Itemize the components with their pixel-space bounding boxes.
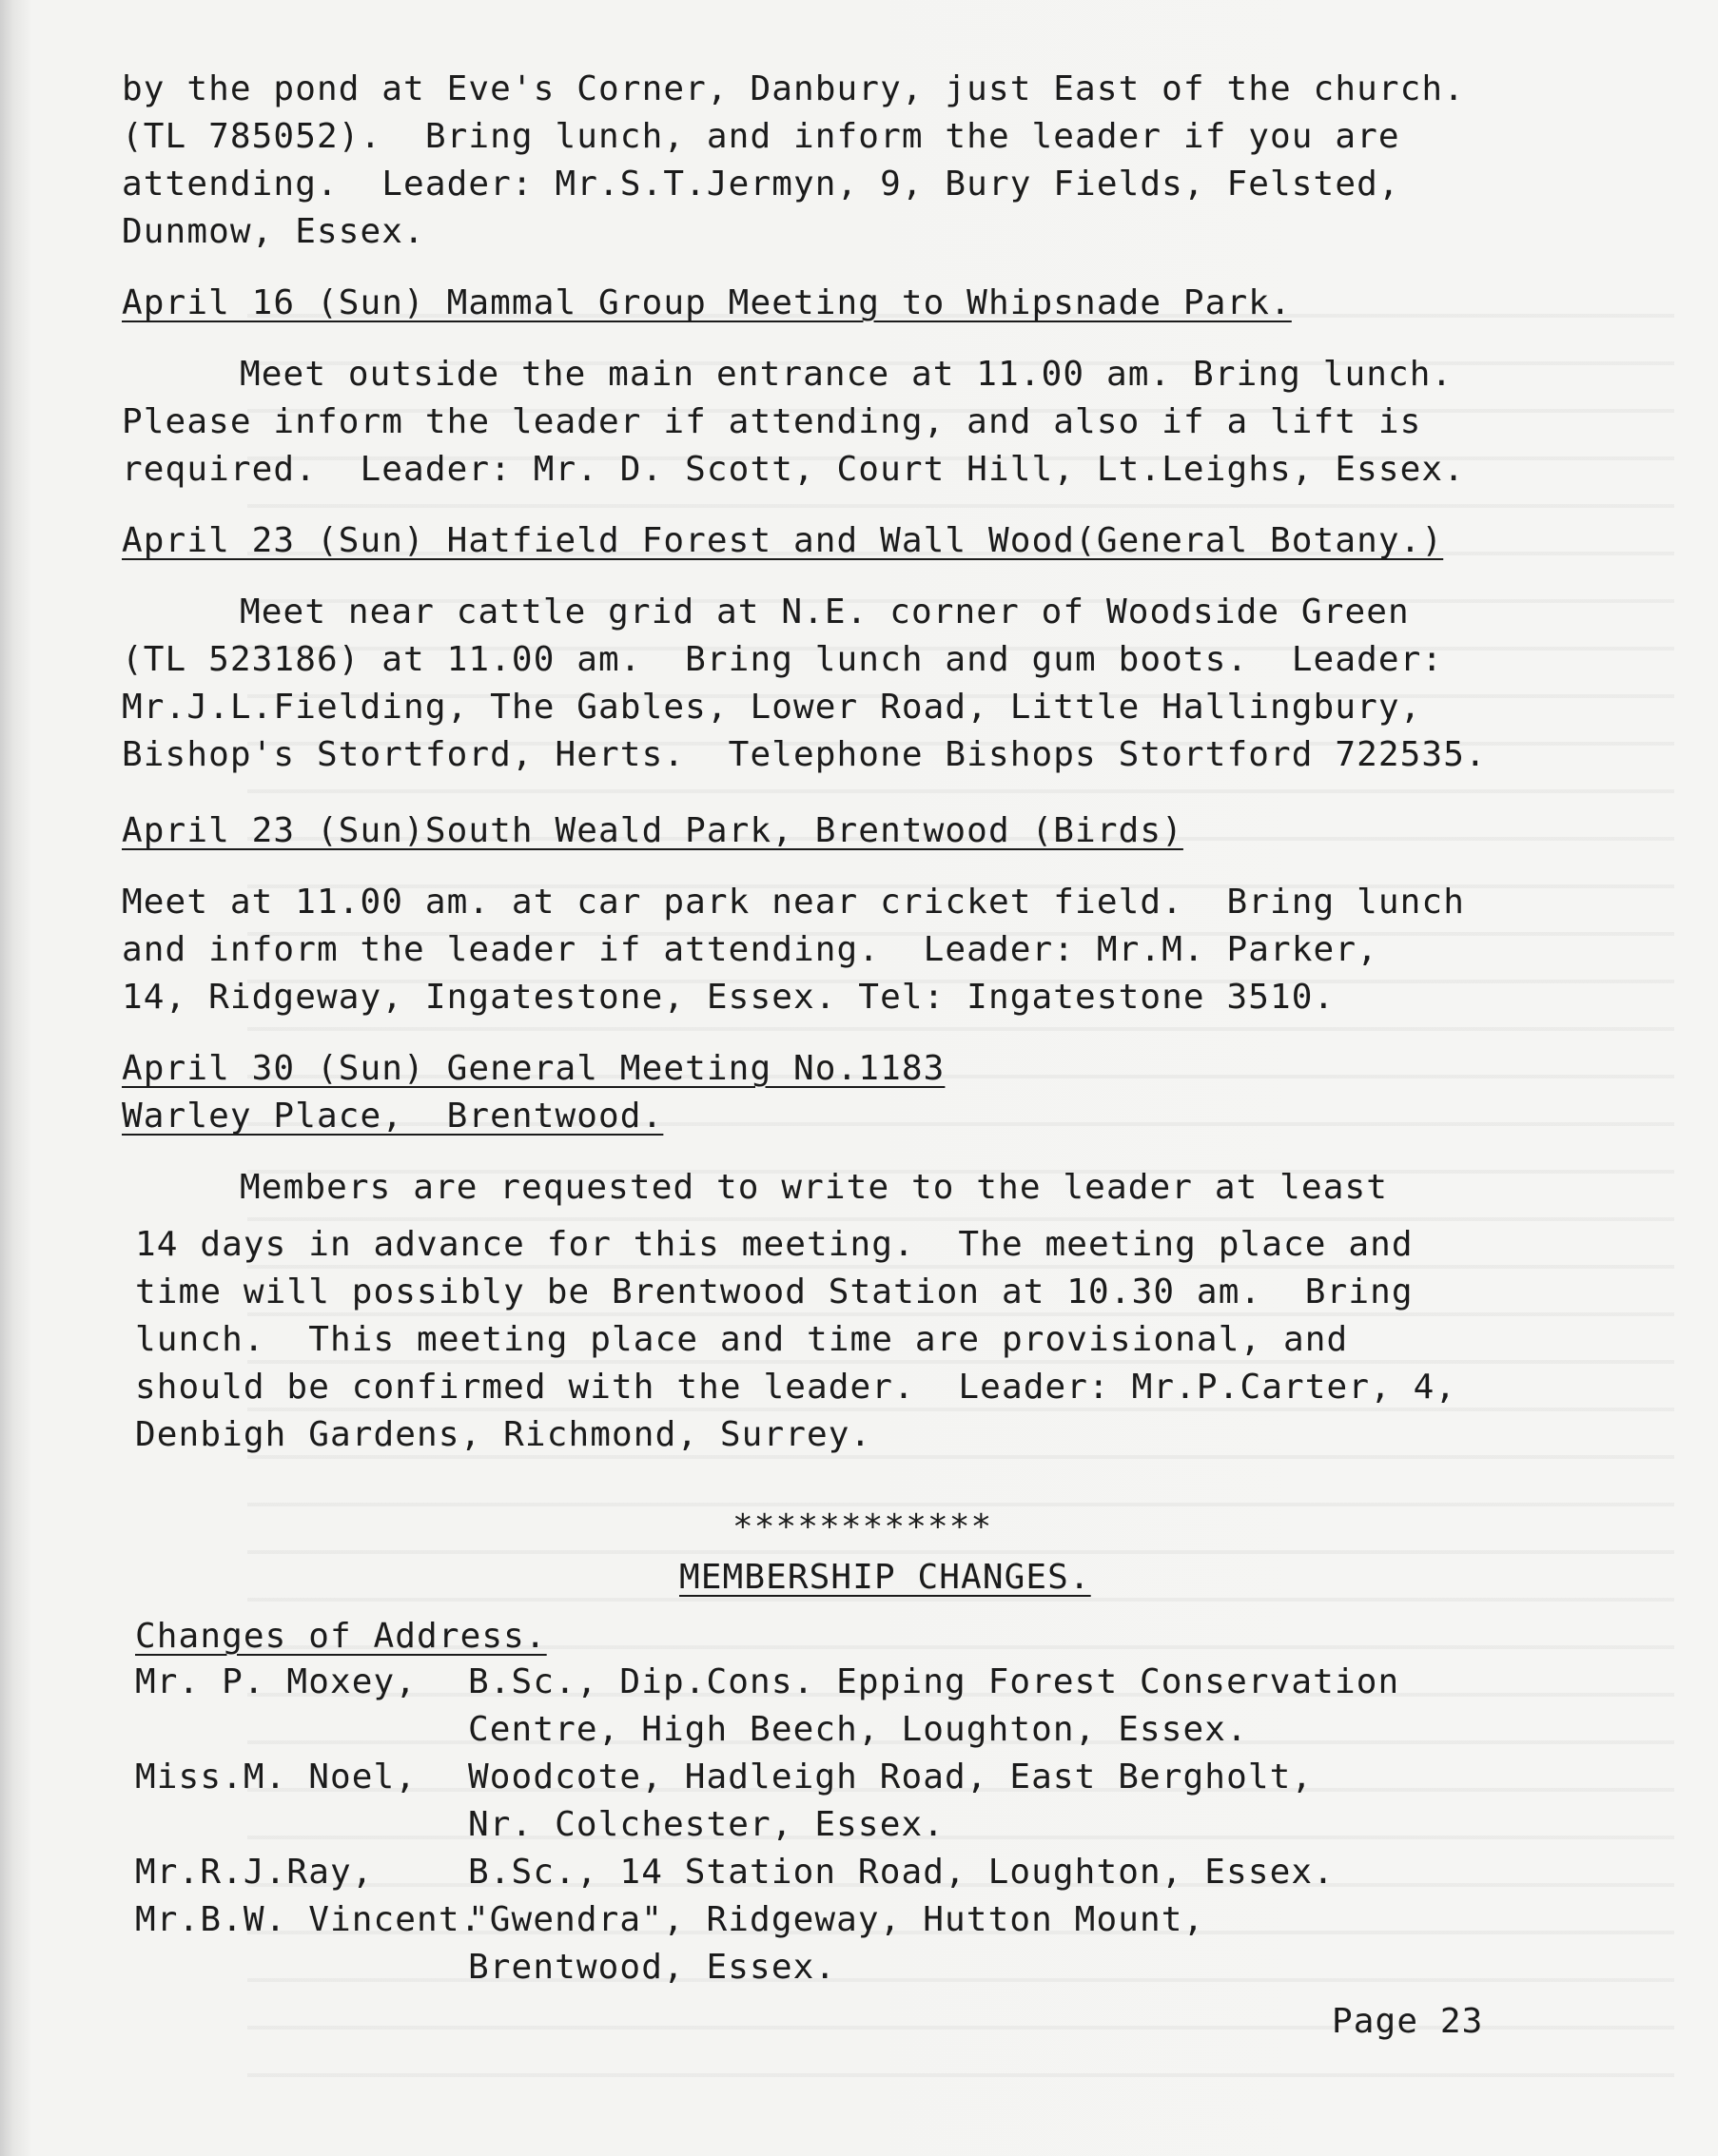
event-body-line: Mr.J.L.Fielding, The Gables, Lower Road, Little Hallingbury, [122,688,1422,727]
event-body-line: Members are requested to write to the leader at least [240,1168,1389,1207]
member-name: Miss.M. Noel, [135,1758,418,1797]
member-name: Mr.B.W. Vincent. [135,1900,482,1939]
event-body-line: Meet near cattle grid at N.E. corner of Woodside Green [240,592,1410,631]
intro-line: attending. Leader: Mr.S.T.Jermyn, 9, Bury Fields, Felsted, [122,165,1400,204]
member-address: Centre, High Beech, Loughton, Essex. [468,1710,1248,1749]
section-title: MEMBERSHIP CHANGES. [679,1558,1091,1597]
event-heading-hatfield: April 23 (Sun) Hatfield Forest and Wall Wood(General Botany.) [122,521,1444,560]
event-body-line: Meet at 11.00 am. at car park near cricket field. Bring lunch [122,883,1465,922]
event-body-line: Please inform the leader if attending, and also if a lift is [122,402,1422,441]
event-body-line: Meet outside the main entrance at 11.00 am. Bring lunch. [240,355,1454,394]
event-body-line: should be confirmed with the leader. Leader: Mr.P.Carter, 4, [135,1368,1457,1407]
intro-line: (TL 785052). Bring lunch, and inform the leader if you are [122,117,1400,156]
member-address: B.Sc., Dip.Cons. Epping Forest Conservation [468,1662,1400,1701]
event-body-line: Bishop's Stortford, Herts. Telephone Bishops Stortford 722535. [122,735,1487,774]
event-heading-whipsnade: April 16 (Sun) Mammal Group Meeting to Whipsnade Park. [122,283,1292,322]
event-body-line: required. Leader: Mr. D. Scott, Court Hill, Lt.Leighs, Essex. [122,450,1465,489]
event-body-line: 14, Ridgeway, Ingatestone, Essex. Tel: Ingatestone 3510. [122,978,1336,1017]
event-body-line: time will possibly be Brentwood Station at 10.30 am. Bring [135,1272,1414,1311]
event-body-line: and inform the leader if attending. Leader: Mr.M. Parker, [122,930,1378,969]
intro-line: by the pond at Eve's Corner, Danbury, just East of the church. [122,69,1465,108]
member-address: B.Sc., 14 Station Road, Loughton, Essex. [468,1853,1335,1892]
subsection-title: Changes of Address. [135,1617,547,1656]
event-body-line: 14 days in advance for this meeting. The meeting place and [135,1225,1414,1264]
event-heading-south-weald: April 23 (Sun)South Weald Park, Brentwood (Birds) [122,811,1183,850]
intro-line: Dunmow, Essex. [122,212,425,251]
event-heading-general-meeting: April 30 (Sun) General Meeting No.1183 [122,1049,946,1088]
member-address: Brentwood, Essex. [468,1948,837,1987]
member-address: "Gwendra", Ridgeway, Hutton Mount, [468,1900,1205,1939]
event-body-line: Denbigh Gardens, Richmond, Surrey. [135,1415,872,1454]
member-address: Woodcote, Hadleigh Road, East Bergholt, [468,1758,1314,1797]
event-body-line: (TL 523186) at 11.00 am. Bring lunch and gum boots. Leader: [122,640,1444,679]
page-number: Page 23 [1332,2002,1484,2041]
event-heading-location: Warley Place, Brentwood. [122,1097,664,1136]
event-body-line: lunch. This meeting place and time are provisional, and [135,1320,1349,1359]
member-name: Mr.R.J.Ray, [135,1853,374,1892]
member-name: Mr. P. Moxey, [135,1662,418,1701]
member-address: Nr. Colchester, Essex. [468,1805,946,1844]
section-divider-stars: ************ [732,1507,993,1546]
